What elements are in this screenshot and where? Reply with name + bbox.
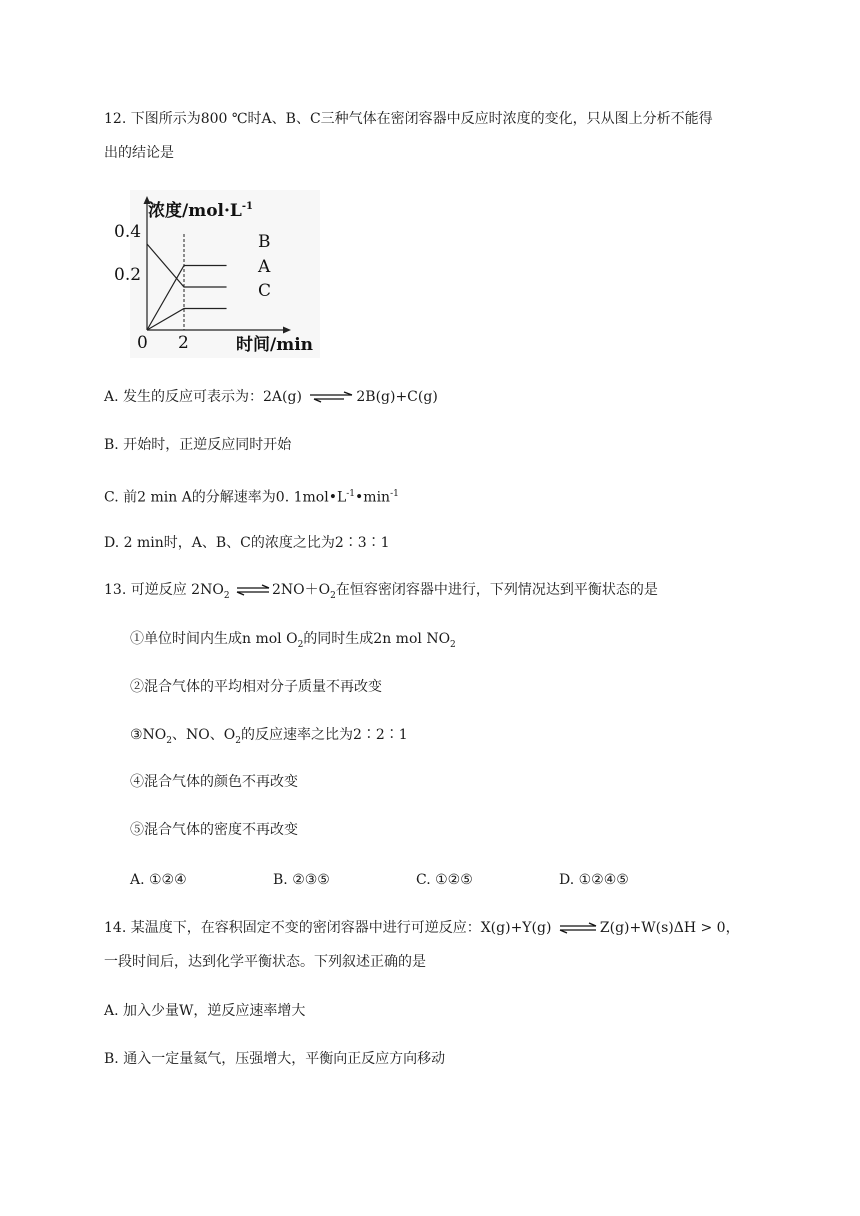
q13-item-5: ⑤混合气体的密度不再改变 <box>130 822 298 838</box>
q14-stem-line2: 一段时间后，达到化学平衡状态。下列叙述正确的是 <box>104 954 426 970</box>
q12-stem-line2: 出的结论是 <box>104 145 174 161</box>
q13-stem <box>104 580 658 606</box>
subscript: 2 <box>223 590 230 601</box>
q13-options <box>130 870 702 890</box>
superscript: -1 <box>390 489 399 499</box>
x-axis-arrow <box>283 327 291 334</box>
q13-item-3 <box>130 725 408 751</box>
q13-stem-text: 13. 可逆反应 2NO <box>104 582 224 598</box>
subscript: 2 <box>330 590 336 601</box>
subscript: 2 <box>297 639 304 650</box>
y-tick-label: 0.2 <box>114 265 142 285</box>
q14-option-b: B. 通入一定量氦气，压强增大，平衡向正反应方向移动 <box>104 1051 446 1067</box>
subscript: 2 <box>450 639 456 650</box>
q14-option-a: A. 加入少量W，逆反应速率增大 <box>104 1003 306 1019</box>
q13-stem-tail: 在恒容密闭容器中进行，下列情况达到平衡状态的是 <box>335 582 658 598</box>
q12-option-c-text: C. 前2 min A的分解速率为0. 1mol•L <box>104 489 347 506</box>
q13-item-3-text: ③NO <box>130 727 167 743</box>
q14-stem-text: 14. 某温度下，在容积固定不变的密闭容器中进行可逆反应：X(g)+Y(g) <box>104 920 552 936</box>
series-label-c: C <box>258 281 272 301</box>
q12-option-c <box>104 484 399 508</box>
q13-stem-products: 2NO＋O <box>272 582 331 598</box>
q12-option-a <box>104 387 438 407</box>
q12-option-d: D. 2 min时，A、B、C的浓度之比为2∶3∶1 <box>104 535 390 551</box>
q12-option-b: B. 开始时，正逆反应同时开始 <box>104 437 292 453</box>
series-label-b: B <box>258 232 271 252</box>
q14-stem-line1 <box>104 918 740 938</box>
y-axis-label: 浓度$/mol\cdot L^{-1}$ <box>148 201 253 221</box>
q12-stem-line1: 12. 下图所示为800 ℃时A、B、C三种气体在密闭容器中反应时浓度的变化，只从图上分析不能得 <box>104 111 713 127</box>
q13-item-1-text: ①单位时间内生成n mol O <box>130 631 298 647</box>
q12-option-a-products: 2B(g)+C(g) <box>356 389 438 405</box>
x-tick-label: 2 <box>178 333 189 353</box>
q14-stem-tail: Z(g)+W(s)ΔH > 0， <box>599 920 740 936</box>
q13-item-3-mid: 、NO、O <box>172 727 236 743</box>
series-line-b <box>147 266 227 331</box>
q13-option-b: B. ②③⑤ <box>273 872 330 888</box>
x-tick-label: 0 <box>137 333 148 353</box>
subscript: 2 <box>235 735 241 746</box>
series-label-a: A <box>258 257 271 277</box>
concentration-time-chart <box>114 190 320 358</box>
q12-option-a-text: A. 发生的反应可表示为：2A(g) <box>104 389 302 405</box>
x-axis-label: 时间/min <box>236 335 314 355</box>
equilibrium-arrow-icon <box>558 922 598 934</box>
q13-item-1 <box>130 629 456 655</box>
superscript: -1 <box>346 489 356 499</box>
q13-option-a: A. ①②④ <box>130 872 187 888</box>
series-line-c <box>147 309 227 331</box>
q13-option-d: D. ①②④⑤ <box>559 872 629 888</box>
q13-item-1-tail: 的同时生成2n mol NO <box>303 631 451 647</box>
equilibrium-arrow-icon <box>236 584 270 596</box>
equilibrium-arrow-icon <box>308 391 354 403</box>
q12-option-c-unit: •min <box>355 489 391 506</box>
subscript: 2 <box>166 735 173 746</box>
q13-item-2: ②混合气体的平均相对分子质量不再改变 <box>130 679 382 695</box>
q13-item-4: ④混合气体的颜色不再改变 <box>130 774 298 790</box>
q13-option-c: C. ①②⑤ <box>416 872 473 888</box>
q13-item-3-tail: 的反应速率之比为2∶2∶1 <box>240 727 408 743</box>
y-tick-label: 0.4 <box>114 222 142 242</box>
